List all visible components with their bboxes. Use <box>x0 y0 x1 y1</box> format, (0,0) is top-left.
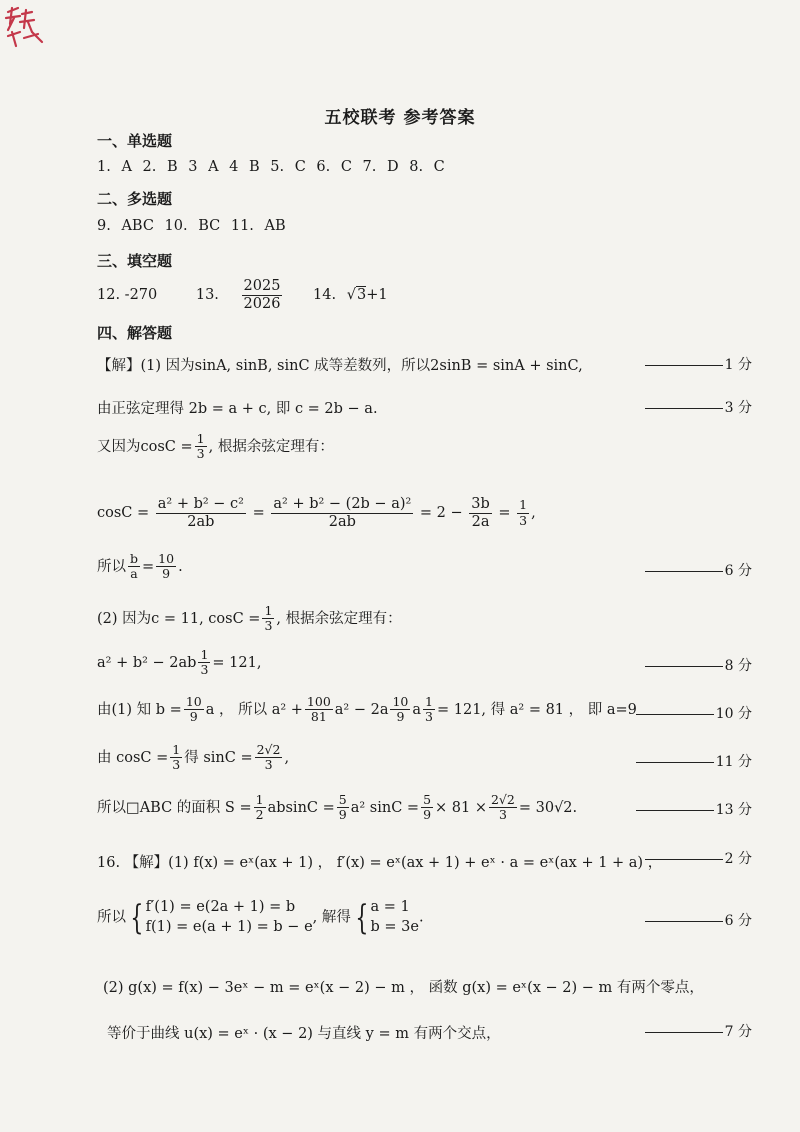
section-solutions: 四、解答题 <box>97 324 173 342</box>
score-marker: 6 分 <box>645 560 752 580</box>
q16-line-2: 所以 { f′(1) = e(2a + 1) = b f(1) = e(a + 1) = b − e , 解得 { a = 1 b = 3e . <box>97 897 424 938</box>
score-marker: 8 分 <box>645 655 752 675</box>
q15-line-6: (2) 因为c = 11, cosC = $\frac{1}{3}$ , 根据余弦定理有： <box>97 603 402 634</box>
answer-13-label: 13. <box>195 287 219 304</box>
section-multi-choice: 二、多选题 <box>97 190 173 208</box>
q15-line-7: a² + b² − 2ab $\frac{1}{3}$ = 121, <box>97 647 262 678</box>
q15-line-9: 由 cosC = $\frac{1}{3}$ 得 sinC = $\frac{2√2}{3}$ , <box>97 742 290 773</box>
score-marker: 13 分 <box>636 799 752 819</box>
answer-13-fraction: $\frac{2025}{2026}$ <box>243 278 281 312</box>
q15-line-2: 由正弦定理得 2b = a + c, 即 c = 2b − a. <box>97 401 378 417</box>
single-choice-answers: 1. A 2. B 3 A 4 B 5. C 6. C 7. D 8. C <box>97 159 445 175</box>
answer-14-value: √3+1 <box>346 287 388 304</box>
q15-line-8: 由(1) 知 b = $\frac{10}{9}$ a ， 所以 a² + $\frac{100}{81}$ a² − 2a $\frac{10}{9}$ a $\frac{1}{3}$ = 121, 得 a² = 81 ， 即 a=9 <box>97 694 637 725</box>
page-title: 五校联考 参考答案 <box>324 108 476 128</box>
red-stamp-seal <box>2 2 50 50</box>
score-marker: 3 分 <box>645 397 752 417</box>
answer-12: 12. -270 <box>97 287 158 304</box>
section-fill-blank: 三、填空题 <box>97 252 173 270</box>
q15-line-10: 所以□ABC 的面积 S = $\frac{1}{2}$ absinC = $\frac{5}{9}$ a² sinC = $\frac{5}{9}$ × 81 × $\frac{2√2}{3}$ = 30√2. <box>97 792 578 823</box>
q16-line-1: 16. 【解】(1) f(x) = eˣ(ax + 1) ， f′(x) = eˣ(ax + 1) + eˣ · a = eˣ(ax + 1 + a) ， <box>97 855 663 871</box>
score-marker: 6 分 <box>645 910 752 930</box>
q15-line-3: 又因为cosC = $\frac{1}{3}$ , 根据余弦定理有： <box>97 431 334 462</box>
answer-14-label: 14. <box>313 287 337 304</box>
score-marker: 2 分 <box>645 848 752 868</box>
multi-choice-answers: 9. ABC 10. BC 11. AB <box>97 218 286 234</box>
score-marker: 7 分 <box>645 1021 752 1041</box>
q15-line-4: cosC = $\frac{\text{a² + b² − c²}}{2ab}$ = $\frac{\text{a² + b² − (2b − a)²}}{2ab}$ = 2 − $\frac{3b}{2a}$ = $\frac{1}{3}$ , <box>97 496 536 530</box>
section-single-choice: 一、单选题 <box>97 132 173 150</box>
q16-line-4: 等价于曲线 u(x) = eˣ · (x − 2) 与直线 y = m 有两个交点， <box>107 1026 501 1042</box>
fill-blank-answers <box>97 278 388 312</box>
score-marker: 1 分 <box>645 354 752 374</box>
score-marker: 10 分 <box>636 703 752 723</box>
q15-line-1: 【解】(1) 因为sinA, sinB, sinC 成等差数列，所以2sinB = sinA + sinC, <box>97 358 583 374</box>
q16-line-3: (2) g(x) = f(x) − 3eˣ − m = eˣ(x − 2) − m ， 函数 g(x) = eˣ(x − 2) − m 有两个零点， <box>103 980 704 996</box>
score-marker: 11 分 <box>636 751 752 771</box>
q15-line-5: 所以 $\frac{b}{a}$ = $\frac{10}{9}$ . <box>97 551 183 582</box>
